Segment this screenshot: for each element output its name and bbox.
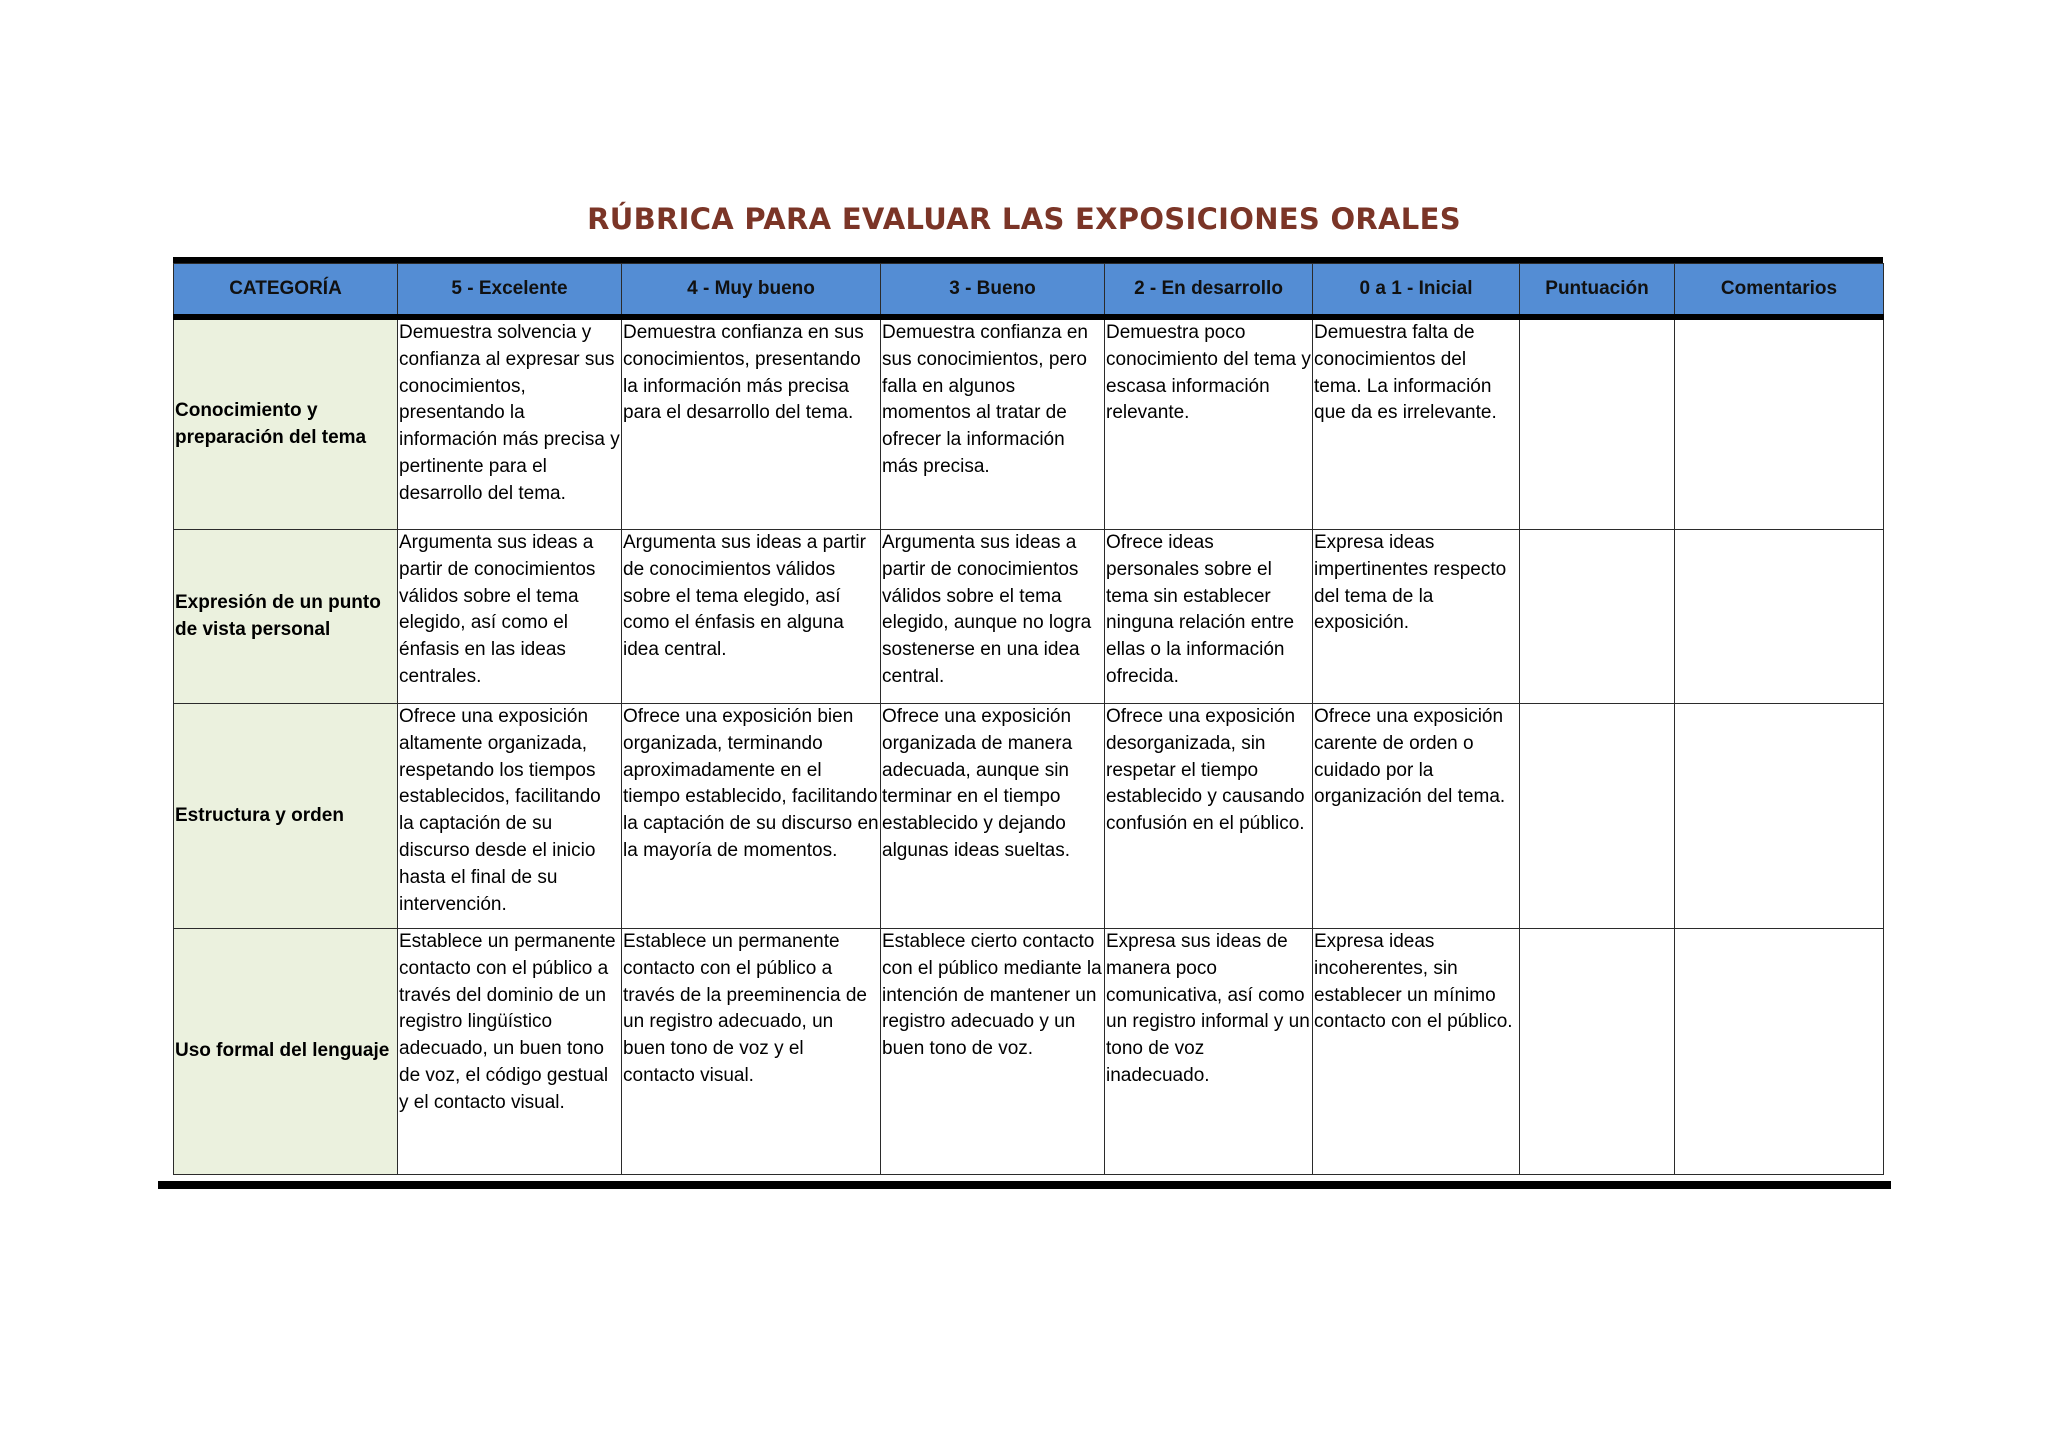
criterion-cell: Ofrece ideas personales sobre el tema sin establecer ninguna relación entre ellas o la información ofrecida. (1105, 530, 1313, 704)
criterion-cell: Demuestra poco conocimiento del tema y escasa información relevante. (1105, 317, 1313, 530)
criterion-cell: Ofrece una exposición desorganizada, sin respetar el tiempo establecido y causando confusión en el público. (1105, 704, 1313, 929)
criterion-cell: Argumenta sus ideas a partir de conocimientos válidos sobre el tema elegido, aunque no logra sostenerse en una idea central. (881, 530, 1105, 704)
comment-cell[interactable] (1675, 929, 1884, 1175)
criterion-cell: Argumenta sus ideas a partir de conocimientos válidos sobre el tema elegido, así como el énfasis en alguna idea central. (622, 530, 881, 704)
criterion-cell: Demuestra confianza en sus conocimientos, presentando la información más precisa para el desarrollo del tema. (622, 317, 881, 530)
category-cell: Conocimiento y preparación del tema (174, 317, 398, 530)
category-cell: Expresión de un punto de vista personal (174, 530, 398, 704)
score-cell[interactable] (1520, 704, 1675, 929)
criterion-cell: Demuestra falta de conocimientos del tema. La información que da es irrelevante. (1313, 317, 1520, 530)
header-muy-bueno: 4 - Muy bueno (622, 264, 881, 318)
criterion-cell: Expresa ideas impertinentes respecto del tema de la exposición. (1313, 530, 1520, 704)
criterion-cell: Ofrece una exposición bien organizada, terminando aproximadamente en el tiempo establecido, facilitando la captación de su discurso en la mayoría de momentos. (622, 704, 881, 929)
header-puntuacion: Puntuación (1520, 264, 1675, 318)
table-row (174, 530, 1884, 704)
criterion-cell: Expresa sus ideas de manera poco comunicativa, así como un registro informal y un tono de voz inadecuado. (1105, 929, 1313, 1175)
criterion-cell: Ofrece una exposición altamente organizada, respetando los tiempos establecidos, facilitando la captación de su discurso desde el inicio hasta el final de su intervención. (398, 704, 622, 929)
criterion-cell: Establece cierto contacto con el público mediante la intención de mantener un registro adecuado y un buen tono de voz. (881, 929, 1105, 1175)
header-categoria: CATEGORÍA (174, 264, 398, 318)
score-cell[interactable] (1520, 929, 1675, 1175)
category-cell: Estructura y orden (174, 704, 398, 929)
criterion-cell: Demuestra confianza en sus conocimientos, pero falla en algunos momentos al tratar de ofrecer la información más precisa. (881, 317, 1105, 530)
category-cell: Uso formal del lenguaje (174, 929, 398, 1175)
table-row (174, 929, 1884, 1175)
rubric-table (173, 263, 1884, 1175)
table-row (174, 317, 1884, 530)
page-title: RÚBRICA PARA EVALUAR LAS EXPOSICIONES ORALES (587, 202, 1461, 236)
score-cell[interactable] (1520, 530, 1675, 704)
criterion-cell: Establece un permanente contacto con el público a través de la preeminencia de un registro adecuado, un buen tono de voz y el contacto visual. (622, 929, 881, 1175)
header-inicial: 0 a 1 - Inicial (1313, 264, 1520, 318)
comment-cell[interactable] (1675, 317, 1884, 530)
header-row (174, 264, 1884, 318)
criterion-cell: Argumenta sus ideas a partir de conocimientos válidos sobre el tema elegido, así como el énfasis en las ideas centrales. (398, 530, 622, 704)
criterion-cell: Ofrece una exposición organizada de manera adecuada, aunque sin terminar en el tiempo establecido y dejando algunas ideas sueltas. (881, 704, 1105, 929)
header-bueno: 3 - Bueno (881, 264, 1105, 318)
comment-cell[interactable] (1675, 530, 1884, 704)
criterion-cell: Ofrece una exposición carente de orden o cuidado por la organización del tema. (1313, 704, 1520, 929)
criterion-cell: Establece un permanente contacto con el público a través del dominio de un registro lingüístico adecuado, un buen tono de voz, el código gestual y el contacto visual. (398, 929, 622, 1175)
table-row (174, 704, 1884, 929)
score-cell[interactable] (1520, 317, 1675, 530)
criterion-cell: Demuestra solvencia y confianza al expresar sus conocimientos, presentando la información más precisa y pertinente para el desarrollo del tema. (398, 317, 622, 530)
header-en-desarrollo: 2 - En desarrollo (1105, 264, 1313, 318)
header-excelente: 5 - Excelente (398, 264, 622, 318)
bottom-rule (158, 1181, 1891, 1189)
criterion-cell: Expresa ideas incoherentes, sin establecer un mínimo contacto con el público. (1313, 929, 1520, 1175)
header-comentarios: Comentarios (1675, 264, 1884, 318)
comment-cell[interactable] (1675, 704, 1884, 929)
